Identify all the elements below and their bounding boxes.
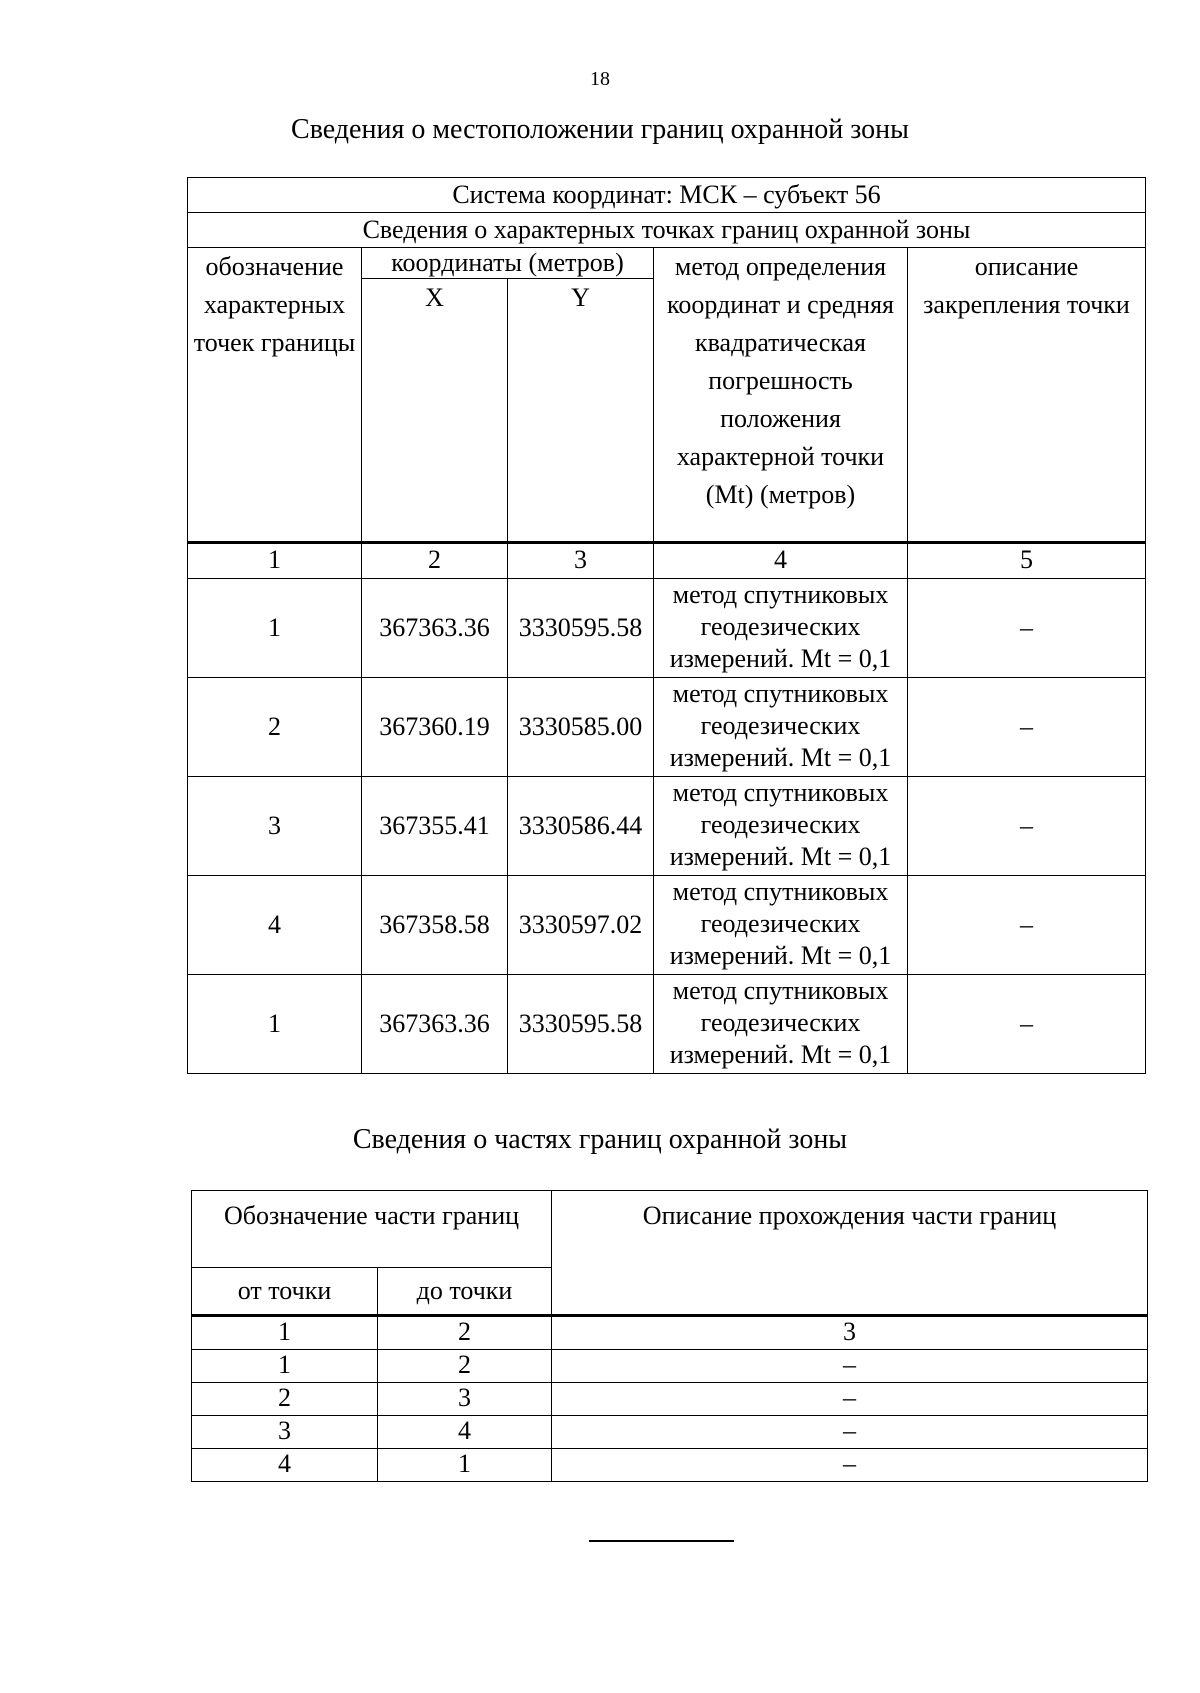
coord-x: 367363.36	[362, 579, 508, 678]
coord-y: 3330597.02	[508, 876, 654, 975]
header-designation: обозначение характерных точек границы	[188, 248, 362, 543]
table-row	[192, 1416, 1148, 1449]
boundary-points-table	[187, 177, 1146, 1074]
column-number: 1	[192, 1316, 378, 1350]
point-id: 4	[188, 876, 362, 975]
section-title-boundary-parts: Сведения о частях границ охранной зоны	[352, 1124, 848, 1155]
header-part-description: Описание прохождения части границ	[552, 1191, 1148, 1316]
table-row	[188, 678, 1146, 777]
part-description: –	[552, 1449, 1148, 1482]
table-row	[192, 1449, 1148, 1482]
table-row	[188, 777, 1146, 876]
fixing-description: –	[908, 777, 1146, 876]
table-row	[188, 876, 1146, 975]
to-point: 3	[378, 1383, 552, 1416]
header-part-designation: Обозначение части границ	[192, 1191, 552, 1268]
points-table-title: Сведения о характерных точках границ охранной зоны	[188, 213, 1146, 248]
part-description: –	[552, 1416, 1148, 1449]
end-divider	[589, 1540, 734, 1542]
header-method: метод определения координат и средняя квадратическая погрешность положения характерной точки (Mt) (метров)	[654, 248, 908, 543]
page-number: 18	[590, 68, 610, 90]
column-number-row	[188, 543, 1146, 579]
from-point: 2	[192, 1383, 378, 1416]
from-point: 3	[192, 1416, 378, 1449]
column-number: 3	[508, 543, 654, 579]
header-x: X	[362, 279, 508, 543]
method-description: метод спутниковых геодезических измерений. Mt = 0,1	[654, 975, 908, 1074]
fixing-description: –	[908, 975, 1146, 1074]
table-row	[192, 1350, 1148, 1383]
coord-x: 367360.19	[362, 678, 508, 777]
table-row	[188, 178, 1146, 213]
to-point: 1	[378, 1449, 552, 1482]
fixing-description: –	[908, 678, 1146, 777]
table-row	[192, 1191, 1148, 1268]
column-number: 2	[362, 543, 508, 579]
point-id: 2	[188, 678, 362, 777]
table-row	[188, 579, 1146, 678]
header-coordinates: координаты (метров)	[362, 248, 654, 279]
from-point: 4	[192, 1449, 378, 1482]
column-number-row	[192, 1316, 1148, 1350]
table-row	[188, 213, 1146, 248]
point-id: 1	[188, 975, 362, 1074]
column-number: 5	[908, 543, 1146, 579]
coord-y: 3330595.58	[508, 579, 654, 678]
coordinate-system: Система координат: МСК – субъект 56	[188, 178, 1146, 213]
method-description: метод спутниковых геодезических измерений. Mt = 0,1	[654, 876, 908, 975]
from-point: 1	[192, 1350, 378, 1383]
method-description: метод спутниковых геодезических измерений. Mt = 0,1	[654, 579, 908, 678]
to-point: 4	[378, 1416, 552, 1449]
header-fixing: описание закрепления точки	[908, 248, 1146, 543]
column-number: 3	[552, 1316, 1148, 1350]
part-description: –	[552, 1383, 1148, 1416]
point-id: 1	[188, 579, 362, 678]
coord-y: 3330595.58	[508, 975, 654, 1074]
coord-y: 3330586.44	[508, 777, 654, 876]
coord-x: 367358.58	[362, 876, 508, 975]
point-id: 3	[188, 777, 362, 876]
fixing-description: –	[908, 579, 1146, 678]
column-number: 1	[188, 543, 362, 579]
coord-x: 367363.36	[362, 975, 508, 1074]
method-description: метод спутниковых геодезических измерений. Mt = 0,1	[654, 777, 908, 876]
header-to-point: до точки	[378, 1268, 552, 1316]
method-description: метод спутниковых геодезических измерений. Mt = 0,1	[654, 678, 908, 777]
header-y: Y	[508, 279, 654, 543]
to-point: 2	[378, 1350, 552, 1383]
table-row	[188, 975, 1146, 1074]
table-row	[192, 1383, 1148, 1416]
section-title-boundary-location: Сведения о местоположении границ охранной зоны	[291, 114, 909, 145]
column-number: 2	[378, 1316, 552, 1350]
boundary-parts-table	[191, 1190, 1148, 1482]
coord-y: 3330585.00	[508, 678, 654, 777]
table-row	[188, 248, 1146, 279]
coord-x: 367355.41	[362, 777, 508, 876]
header-from-point: от точки	[192, 1268, 378, 1316]
fixing-description: –	[908, 876, 1146, 975]
part-description: –	[552, 1350, 1148, 1383]
column-number: 4	[654, 543, 908, 579]
